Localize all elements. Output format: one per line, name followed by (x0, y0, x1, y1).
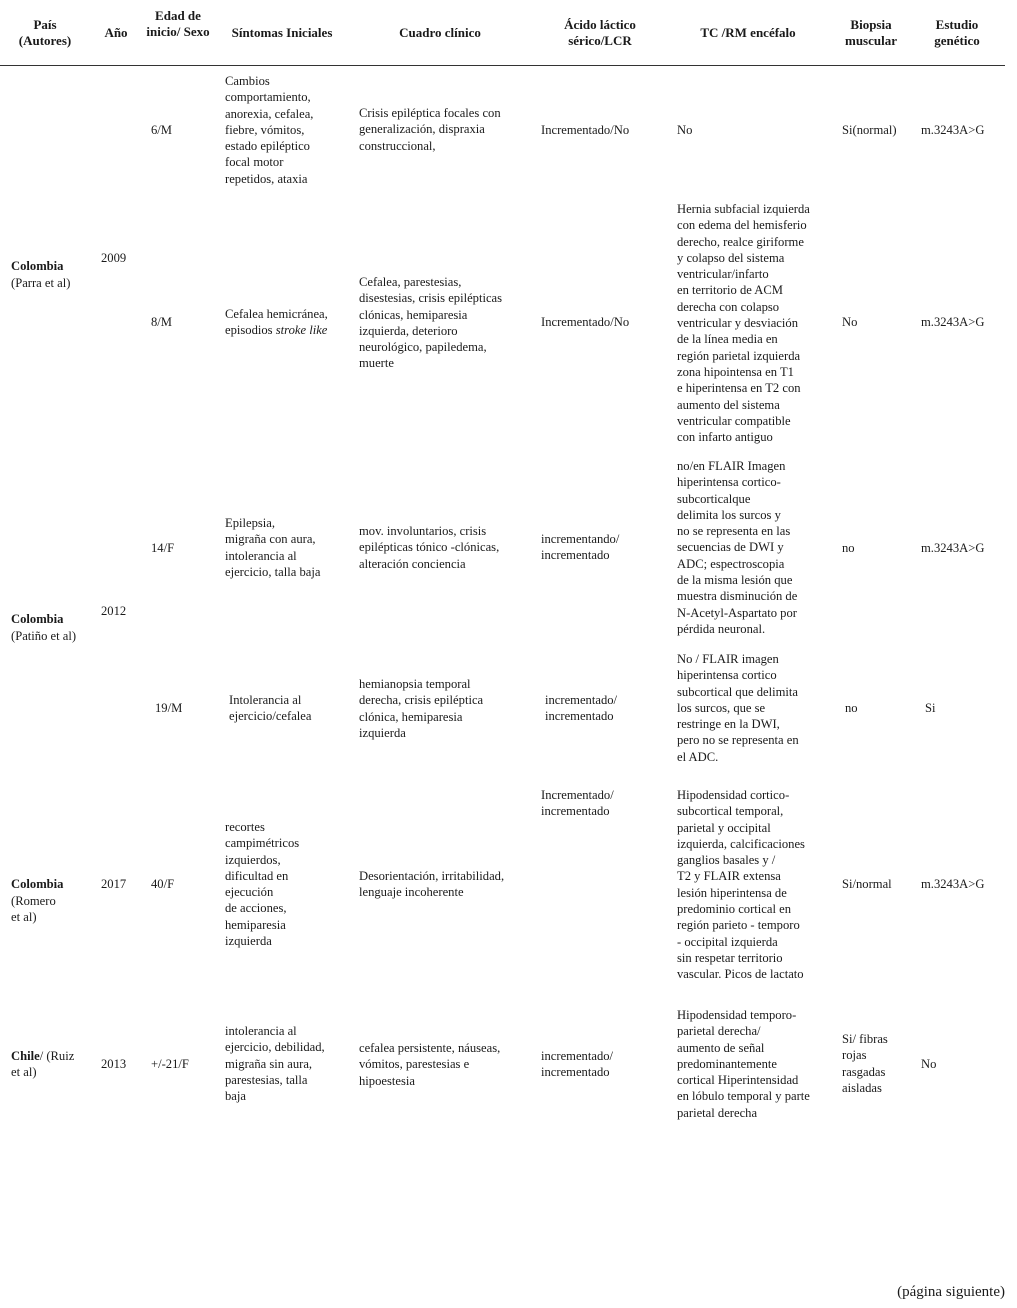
cell-cuadro: cefalea persistente, náuseas, vómitos, parestesias e hipoestesia (359, 1041, 501, 1088)
cell-edad: 8/M (151, 315, 172, 329)
header-anio: Año (104, 25, 128, 40)
cell-sintomas-emphasis: stroke like (275, 323, 328, 338)
cell-cuadro: hemianopsia temporal derecha, crisis epiléptica clónica, hemiparesia izquierda (359, 677, 484, 740)
cell-sintomas-text: Cefalea hemicránea, episodios (225, 307, 328, 338)
cell-tc: Hipodensidad temporo- parietal derecha/ aumento de señal predominantemente cortical Hiperintensidad en lóbulo temporal y parte parietal derecha (677, 1008, 810, 1120)
header-cuadro: Cuadro clínico (399, 25, 481, 40)
cell-acido: Incrementado/No (541, 315, 630, 329)
cell-biopsia: Si/ fibras rojas rasgadas aisladas (842, 1032, 888, 1095)
header-rule (0, 65, 1005, 66)
cell-biopsia: no (842, 541, 855, 555)
cell-acido: Incrementado/ incrementado (541, 788, 614, 819)
cell-estudio: m.3243A>G (921, 123, 985, 137)
cell-estudio: No (921, 1057, 937, 1071)
cell-biopsia: Si(normal) (842, 123, 897, 137)
header-pais: País (Autores) (18, 17, 72, 48)
group-year: 2017 (101, 877, 127, 891)
cell-acido: incrementado/ incrementado (545, 693, 618, 724)
cell-tc: No (677, 123, 693, 137)
page-continuation-note: (página siguiente) (897, 1284, 1005, 1300)
cell-acido: Incrementado/No (541, 123, 630, 137)
cell-acido: incrementando/ incrementado (541, 532, 620, 563)
group-authors: / (Ruiz et al) (11, 1049, 75, 1080)
group-country: Chile (11, 1049, 40, 1063)
cell-acido: incrementado/ incrementado (541, 1049, 614, 1080)
cell-tc: No / FLAIR imagen hiperintensa cortico subcortical que delimita los surcos, que se restringe en la DWI, pero no se representa en el ADC. (677, 652, 799, 764)
cell-cuadro: Crisis epiléptica focales con generalización, dispraxia construccional, (359, 106, 501, 153)
group-country: Colombia (11, 877, 64, 892)
cell-sintomas: intolerancia al ejercicio, debilidad, migraña sin aura, parestesias, talla baja (225, 1024, 325, 1104)
group-romero (11, 860, 63, 941)
cell-cuadro: Desorientación, irritabilidad, lenguaje incoherente (359, 869, 505, 900)
group-ruiz (11, 1048, 74, 1081)
cell-sintomas: recortes campimétricos izquierdos, dificultad en ejecución de acciones, hemiparesia izquierda (225, 820, 300, 949)
header-biopsia: Biopsia muscular (845, 17, 897, 48)
cell-sintomas: Intolerancia al ejercicio/cefalea (229, 693, 312, 724)
header-sintomas: Síntomas Iniciales (231, 25, 333, 40)
cell-sintomas: Epilepsia, migraña con aura, intolerancia al ejercicio, talla baja (225, 516, 321, 579)
header-edad: Edad de inicio/ Sexo (146, 8, 210, 39)
cell-edad: 14/F (151, 541, 175, 555)
cell-biopsia: Si/normal (842, 877, 892, 891)
cell-sintomas: Cambios comportamiento, anorexia, cefalea, fiebre, vómitos, estado epiléptico focal motor repetidos, ataxia (225, 74, 314, 186)
cell-biopsia: No (842, 315, 858, 329)
group-year: 2009 (101, 251, 127, 265)
header-tc: TC /RM encéfalo (700, 25, 796, 40)
cell-estudio: m.3243A>G (921, 541, 985, 555)
group-country: Colombia (11, 259, 64, 274)
cell-edad: 6/M (151, 123, 172, 137)
group-year: 2013 (101, 1057, 127, 1071)
cell-tc: no/en FLAIR Imagen hiperintensa cortico- subcorticalque delimita los surcos y no se representa en las secuencias de DWI y ADC; espectroscopia de la misma lesión que muestra disminución de N-Acetyl-Aspartato por pérdida neuronal. (677, 459, 798, 636)
cell-sintomas (225, 306, 328, 339)
group-authors: (Parra et al) (11, 275, 71, 290)
cell-edad: 19/M (155, 701, 183, 715)
group-country: Colombia (11, 612, 64, 627)
cell-edad: 40/F (151, 877, 175, 891)
group-authors: (Romero et al) (11, 893, 56, 924)
group-authors: (Patiño et al) (11, 628, 77, 643)
header-estudio: Estudio genético (934, 17, 980, 48)
cell-cuadro: mov. involuntarios, crisis epilépticas tónico -clónicas, alteración conciencia (359, 524, 500, 571)
group-parra (11, 242, 70, 307)
cell-cuadro: Cefalea, parestesias, disestesias, crisis epilépticas clónicas, hemiparesia izquierda, deterioro neurológico, papiledema, muerte (359, 275, 503, 371)
cell-estudio: m.3243A>G (921, 315, 985, 329)
group-year: 2012 (101, 604, 127, 618)
cell-estudio: Si (925, 701, 936, 715)
cell-biopsia: no (845, 701, 858, 715)
cell-estudio: m.3243A>G (921, 877, 985, 891)
group-patino (11, 595, 76, 660)
cell-tc: Hipodensidad cortico- subcortical temporal, parietal y occipital izquierda, calcificaciones ganglios basales y / T2 y FLAIR extensa lesión hiperintensa de predominio cortical en región parieto - temporo - occipital izquierda sin respetar territorio vascular. Picos de lactato (677, 788, 805, 982)
header-acido: Ácido láctico sérico/LCR (564, 17, 636, 48)
cell-tc: Hernia subfacial izquierda con edema del hemisferio derecho, realce giriforme y colapso del sistema ventricular/infarto en territorio de ACM derecha con colapso ventricular y desviación de la línea media en región parietal izquierda zona hipointensa en T1 e hiperintensa en T2 con aumento del sistema ventricular compatible con infarto antiguo (677, 202, 810, 445)
cell-edad: +/-21/F (151, 1057, 189, 1071)
